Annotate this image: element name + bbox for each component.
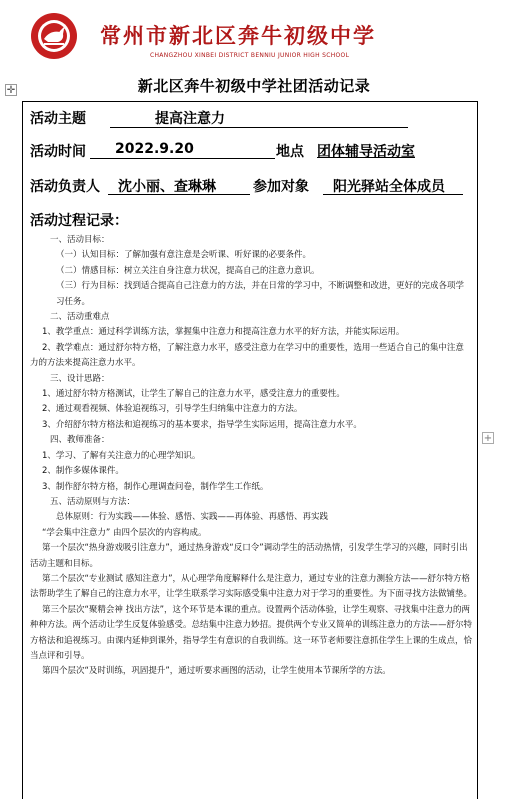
responsible-label: 活动负责人	[30, 179, 100, 195]
participants-value: 阳光驿站全体成员	[333, 179, 445, 195]
location-label: 地点	[276, 144, 304, 160]
body-paragraph: 3、制作舒尔特方格，制作心理调查问卷，制作学生工作纸。	[42, 481, 269, 492]
responsible-value: 沈小丽、查琳琳	[118, 179, 216, 195]
body-paragraph: 二、活动重难点	[50, 312, 110, 323]
body-paragraph: 一、活动目标：	[50, 235, 110, 245]
body-paragraph: 2、制作多媒体课件。	[42, 466, 124, 477]
body-paragraph: 1、教学重点：通过科学训练方法，掌握集中注意力和提高注意力水平的好方法，并能实际运用。	[42, 327, 405, 338]
body-paragraph: （一）认知目标：了解加强有意注意是会听课、听好课的必要条件。	[56, 250, 312, 261]
school-name-en: CHANGZHOU XINBEI DISTRICT BENNIU JUNIOR HIGH SCHOOL	[150, 52, 350, 59]
body-paragraph: 第三个层次“聚精会神 找出方法”，这个环节是本课的重点。设置两个活动体验，让学生观察、寻找集中注意力的两种种方法。两个活动让学生反复体验感受。总结集中注意力妙招。提供两个专业又简单的训练注意力的方法——舒尔特方格法和追视练习。由课内延伸到课外，指导学生有意识的自我训练。这一环节老师要注意抓住学生上课的生成点，恰当点评和引导。	[30, 604, 473, 661]
table-add-handle-icon[interactable]: +	[483, 433, 493, 444]
time-underline	[90, 158, 275, 159]
time-value: 2022.9.20	[115, 141, 194, 157]
process-body	[30, 233, 472, 680]
table-move-handle-icon[interactable]: ✛	[6, 85, 16, 96]
school-name-cn: 常州市新北区奔牛初级中学	[100, 23, 376, 48]
body-paragraph: 2、通过观看视频、体验追视练习，引导学生归纳集中注意力的方法。	[42, 404, 303, 415]
body-paragraph: “学会集中注意力” 由四个层次的内容构成。	[42, 527, 207, 538]
body-paragraph: 第四个层次“及时训练，巩固提升”，通过听要求画图的活动，让学生使用本节课所学的方法。	[42, 666, 391, 677]
body-paragraph: （二）情感目标：树立关注自身注意力状况，提高自己的注意力意识。	[56, 265, 320, 276]
body-paragraph: 三、设计思路：	[50, 373, 110, 384]
body-paragraph: 2、教学难点：通过舒尔特方格，了解注意力水平，感受注意力在学习中的重要性，选用一些适合自己的集中注意力的方法来提高注意力水平。	[30, 342, 464, 369]
body-paragraph: 四、教师准备：	[50, 435, 110, 446]
topic-label: 活动主题	[30, 111, 86, 127]
process-label: 活动过程记录：	[30, 213, 128, 229]
location-value: 团体辅导活动室	[317, 144, 415, 160]
time-label: 活动时间	[30, 144, 86, 160]
school-header	[0, 0, 508, 70]
school-logo-icon	[30, 12, 78, 60]
body-paragraph: 3、介绍舒尔特方格法和追视练习的基本要求，指导学生实际运用，提高注意力水平。	[42, 419, 362, 430]
topic-value: 提高注意力	[155, 111, 225, 127]
body-paragraph: （三）行为目标：找到适合提高自己注意力的方法，并在日常的学习中，不断调整和改进，更好的完成各项学习任务。	[56, 281, 465, 307]
body-paragraph: 第二个层次“专业测试 感知注意力”，从心理学角度解释什么是注意力，通过专业的注意力测验方法——舒尔特方格法帮助学生了解自己的注意力水平，让学生联系学习实际感受集中注意力对于学习的重要性。为下面寻找方法做铺垫。	[30, 573, 473, 600]
document-title: 新北区奔牛初级中学社团活动记录	[137, 77, 371, 95]
body-paragraph: 1、通过舒尔特方格测试，让学生了解自己的注意力水平，感受注意力的重要性。	[42, 389, 345, 400]
body-paragraph: 五、活动原则与方法：	[50, 496, 136, 507]
body-paragraph: 第一个层次“热身游戏吸引注意力”，通过热身游戏“反口令”调动学生的活动热情，引发学生学习的兴趣，同时引出活动主题和目标。	[30, 543, 468, 569]
body-paragraph: 总体原则：行为实践——体验、感悟、实践——再体验、再感悟、再实践	[56, 512, 329, 523]
participants-label: 参加对象	[253, 179, 309, 195]
body-paragraph: 1、学习、了解有关注意力的心理学知识。	[42, 450, 201, 461]
